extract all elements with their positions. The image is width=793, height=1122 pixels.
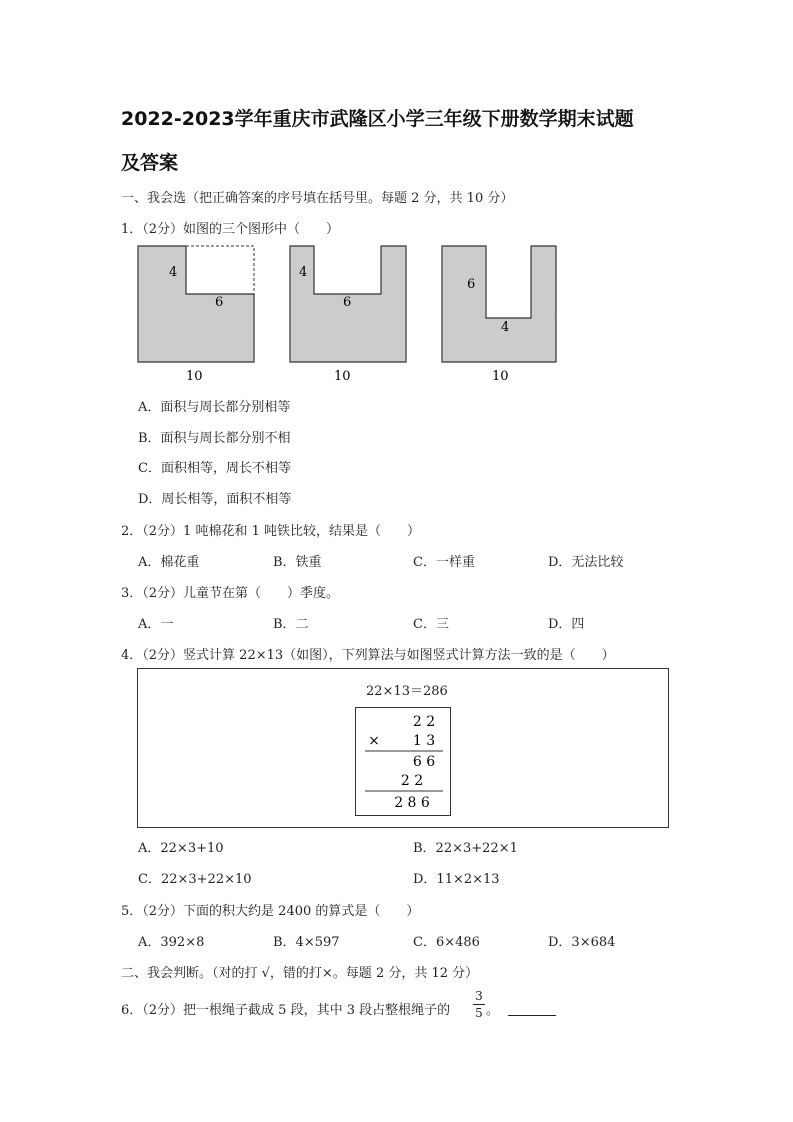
q2-option-d: D．无法比较: [548, 555, 624, 570]
q4-option-c: C．22×3+22×10: [138, 872, 252, 887]
vertical-row5: 2 8 6: [394, 795, 430, 811]
q6-stem: 6．（2分）把一根绳子截成 5 段，其中 3 段占整根绳子的: [121, 1003, 451, 1018]
figure1-shape: [138, 246, 254, 362]
q4-option-b: B．22×3+22×1: [413, 841, 518, 856]
q2-option-a: A．棉花重: [138, 555, 200, 570]
q1-option-c: C．面积相等，周长不相等: [138, 461, 291, 476]
q1-option-b: B．面积与周长都分别不相: [138, 431, 291, 446]
figure3-shape: [442, 246, 556, 362]
q1-stem: 1．（2分）如图的三个图形中（ ）: [121, 222, 340, 237]
q2-option-c: C．一样重: [413, 555, 475, 570]
figure1-notch-label: 6: [215, 295, 224, 310]
section2-heading: 二、我会判断。（对的打 √，错的打×。每题 2 分，共 12 分）: [121, 966, 479, 981]
vertical-row3: 6 6: [412, 754, 436, 770]
q3-option-a: A．一: [138, 617, 174, 632]
multiply-sign: ×: [368, 733, 380, 749]
q1-figure-1: [130, 240, 270, 390]
q1-figure-3: [434, 240, 574, 390]
vertical-row2: 1 3: [412, 733, 436, 749]
figure3-side-label: 6: [467, 277, 476, 292]
figure2-side-label: 4: [299, 265, 308, 280]
figure3-base-label: 10: [492, 369, 509, 384]
q1-option-a: A．面积与周长都分别相等: [138, 400, 291, 415]
q5-stem: 5．（2分）下面的积大约是 2400 的算式是（ ）: [121, 904, 420, 919]
vertical-row4: 2 2: [400, 773, 424, 789]
q3-option-c: C．三: [413, 617, 449, 632]
q1-option-d: D．周长相等，面积不相等: [138, 492, 292, 507]
q6-fraction: [473, 990, 485, 1019]
q5-option-b: B．4×597: [273, 935, 340, 950]
q5-option-c: C．6×486: [413, 935, 480, 950]
q1-figure-2: [282, 240, 422, 390]
q3-stem: 3．（2分）儿童节在第（ ）季度。: [121, 586, 340, 601]
document-title-line1: 2022-2023学年重庆市武隆区小学三年级下册数学期末试题: [121, 108, 634, 130]
q3-option-d: D．四: [548, 617, 585, 632]
vertical-row1: 2 2: [412, 714, 436, 730]
figure1-dashed-edge: [186, 246, 254, 294]
q5-option-d: D．3×684: [548, 935, 616, 950]
q5-option-a: A．392×8: [138, 935, 205, 950]
q2-option-b: B．铁重: [273, 555, 322, 570]
q6-answer-blank[interactable]: [508, 1015, 556, 1016]
q6-tail: 。: [486, 1003, 500, 1018]
q4-vertical-calculation: [355, 707, 451, 817]
fraction-denominator: 5: [475, 1006, 483, 1020]
figure2-base-label: 10: [334, 369, 351, 384]
section1-heading: 一、我会选（把正确答案的序号填在括号里。每题 2 分，共 10 分）: [121, 191, 514, 206]
q3-option-b: B．二: [273, 617, 309, 632]
q4-option-a: A．22×3+10: [138, 841, 224, 856]
q4-stem: 4．（2分）竖式计算 22×13（如图），下列算法与如图竖式计算方法一致的是（ ）: [121, 648, 615, 663]
fraction-numerator: 3: [475, 989, 483, 1003]
figure2-notch-label: 6: [343, 295, 352, 310]
fraction-bar: [473, 1004, 485, 1005]
figure3-notch-label: 4: [501, 320, 510, 335]
q4-equation: 22×13＝286: [366, 684, 448, 699]
q2-stem: 2．（2分）1 吨棉花和 1 吨铁比较，结果是（ ）: [121, 524, 420, 539]
figure1-side-label: 4: [169, 265, 178, 280]
figure1-base-label: 10: [186, 369, 203, 384]
document-title-line2: 及答案: [121, 152, 179, 174]
q4-option-d: D．11×2×13: [413, 872, 500, 887]
